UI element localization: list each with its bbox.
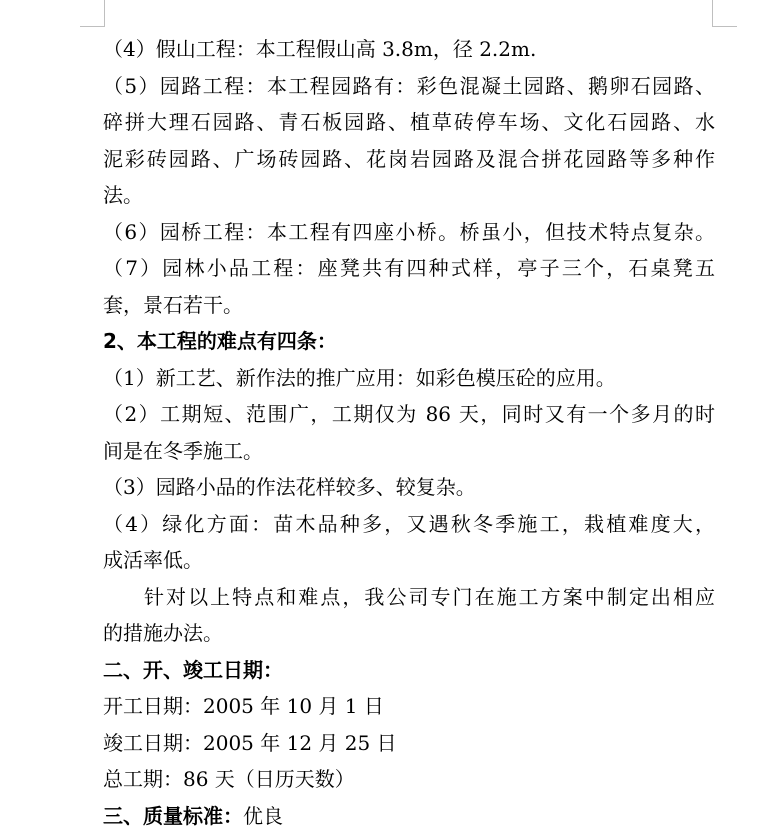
page-corner-mark-left — [80, 0, 105, 27]
text-line: 竣工日期：2005 年 12 月 25 日 — [103, 725, 715, 762]
section-heading: 2、本工程的难点有四条： — [103, 323, 715, 360]
text-line: 开工日期：2005 年 10 月 1 日 — [103, 688, 715, 725]
text-line: （3）园路小品的作法花样较多、较复杂。 — [103, 469, 715, 506]
page-corner-mark-right — [712, 0, 737, 27]
text-line: （6）园桥工程：本工程有四座小桥。桥虽小，但技术特点复杂。 — [103, 214, 715, 251]
text-line: 总工期：86 天（日历天数） — [103, 761, 715, 798]
section-heading: 二、开、竣工日期： — [103, 652, 715, 689]
text-line: 针对以上特点和难点，我公司专门在施工方案中制定出相应 — [103, 579, 715, 616]
text-line: （4）假山工程：本工程假山高 3.8m，径 2.2m. — [103, 31, 715, 68]
quality-line — [103, 798, 715, 834]
text-line: 间是在冬季施工。 — [103, 433, 715, 470]
text-line: （2）工期短、范围广，工期仅为 86 天，同时又有一个多月的时 — [103, 396, 715, 433]
text-line: 碎拼大理石园路、青石板园路、植草砖停车场、文化石园路、水 — [103, 104, 715, 141]
text-line: （4）绿化方面：苗木品种多，又遇秋冬季施工，栽植难度大， — [103, 506, 715, 543]
text-line: 套，景石若干。 — [103, 287, 715, 324]
text-line: 泥彩砖园路、广场砖园路、花岗岩园路及混合拼花园路等多种作 — [103, 141, 715, 178]
text-line: 的措施办法。 — [103, 615, 715, 652]
text-line: 法。 — [103, 177, 715, 214]
text-line: （7）园林小品工程：座凳共有四种式样，亭子三个，石桌凳五 — [103, 250, 715, 287]
text-line: （5）园路工程：本工程园路有：彩色混凝土园路、鹅卵石园路、 — [103, 68, 715, 105]
text-line: 成活率低。 — [103, 542, 715, 579]
document-page — [103, 31, 715, 834]
section-heading: 三、质量标准： — [103, 804, 243, 828]
text-line: （1）新工艺、新作法的推广应用：如彩色模压砼的应用。 — [103, 360, 715, 397]
quality-value: 优良 — [243, 804, 283, 828]
